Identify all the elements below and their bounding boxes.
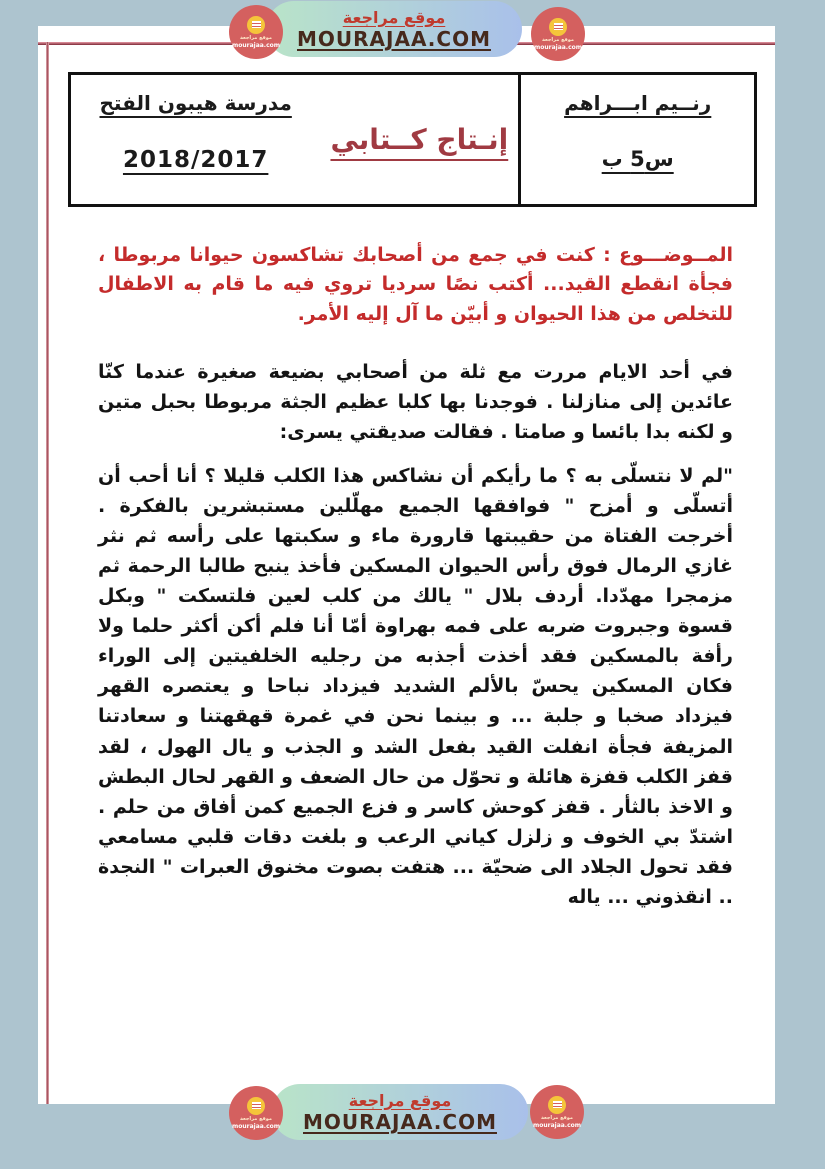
- topic-label: المــوضـــوع :: [603, 244, 733, 266]
- header-cell-school: [71, 75, 320, 204]
- top-banner-site-name: موقع مراجعة: [342, 7, 446, 27]
- top-site-banner: [266, 1, 522, 57]
- paper-sheet: [38, 26, 775, 1104]
- bottom-banner-site-name: موقع مراجعة: [348, 1090, 452, 1110]
- topic-text: كنت في جمع من أصحابك تشاكسون حيوانا مربوطا ، فجأة انقطع القيد... أكتب نصًا سرديا تروي فيه ما قام به الاطفال للتخلص من هذا الحيوان و أبيّن ما آل إليه الأمر.: [98, 244, 733, 325]
- site-logo-badge-bottom-left: [229, 1086, 283, 1140]
- bottom-site-banner: [272, 1084, 528, 1140]
- bottom-banner-site-url: MOURAJAA.COM: [303, 1109, 497, 1134]
- badge-site-name: موقع مراجعة: [541, 36, 575, 43]
- book-logo-icon: [549, 18, 567, 36]
- book-logo-icon: [247, 1097, 265, 1115]
- site-logo-badge-bottom-right: [530, 1085, 584, 1139]
- badge-site-url: mourajaa.com: [532, 1121, 582, 1129]
- badge-site-name: موقع مراجعة: [540, 1114, 574, 1121]
- document-title: إنـتاج كــتابي: [330, 123, 509, 156]
- student-name: رنــيم ابـــراهم: [564, 91, 712, 115]
- book-logo-icon: [247, 16, 265, 34]
- student-class: س5 ب: [601, 147, 674, 171]
- badge-site-url: mourajaa.com: [533, 43, 583, 51]
- header-cell-student: [518, 75, 754, 204]
- badge-site-url: mourajaa.com: [231, 1122, 281, 1130]
- site-logo-badge-top-left: [229, 5, 283, 59]
- badge-site-name: موقع مراجعة: [239, 1115, 273, 1122]
- school-year: 2018/2017: [122, 147, 269, 173]
- badge-site-name: موقع مراجعة: [239, 34, 273, 41]
- topic-paragraph: [98, 241, 733, 329]
- book-logo-icon: [548, 1096, 566, 1114]
- site-logo-badge-top-right: [531, 7, 585, 61]
- badge-site-url: mourajaa.com: [231, 41, 281, 49]
- essay-paragraph-2: "لم لا نتسلّى به ؟ ما رأيكم أن نشاكس هذا الكلب قليلا ؟ أنا أحب أن أتسلّى و أمزح " فوافقها الجميع مهلّلين مستبشرين بالفكرة . أخرجت الفتاة من حقيبتها قارورة ماء و سكبتها على رأسه ثم نثر غازي الرمال فوق رأس الحيوان المسكين فأخذ ينبح طالبا الرحمة ثم مزمجرا مهدّدا. أردف بلال " يالك من كلب لعين فلتسكت " وبكل قسوة وجبروت ضربه على فمه بهراوة أمّا أنا فلم أكن أكثر حلما ولا رأفة بالمسكين فقد أخذت أجذبه من رجليه الخلفيتين إلى الوراء فكان المسكين يحسّ بالألم الشديد فيزداد نباحا و يعتصره القهر فيزداد صخبا و جلبة ... و بينما نحن في غمرة قهقهتنا و سعادتنا المزيفة فجأة انفلت القيد بفعل الشد و الجذب و يال الهول ، لقد قفز الكلب قفزة هائلة و تحوّل من حال الضعف و القهر لحال البطش و الاخذ بالثأر . قفز كوحش كاسر و فزع الجميع كمن أفاق من حلم . اشتدّ بي الخوف و زلزل كياني الرعب و بلغت دقات قلبي مسامعي فقد تحول الجلاد الى ضحيّة ... هتفت بصوت مخنوق العبرات " النجدة .. انقذوني ... ياله: [98, 465, 733, 908]
- essay-content: [38, 241, 775, 912]
- header-cell-title: [320, 75, 518, 204]
- essay-paragraph-1: في أحد الايام مررت مع ثلة من أصحابي بضيعة صغيرة عندما كنّا عائدين إلى منازلنا . فوجدنا بها كلبا عظيم الجثة مربوطا بحبل متين و لكنه بدا بائسا و صامتا . فقالت صديقتي يسرى:: [98, 361, 733, 444]
- header-table: [68, 72, 757, 207]
- school-name: مدرسة هيبون الفتح: [99, 91, 292, 115]
- top-banner-site-url: MOURAJAA.COM: [297, 26, 491, 51]
